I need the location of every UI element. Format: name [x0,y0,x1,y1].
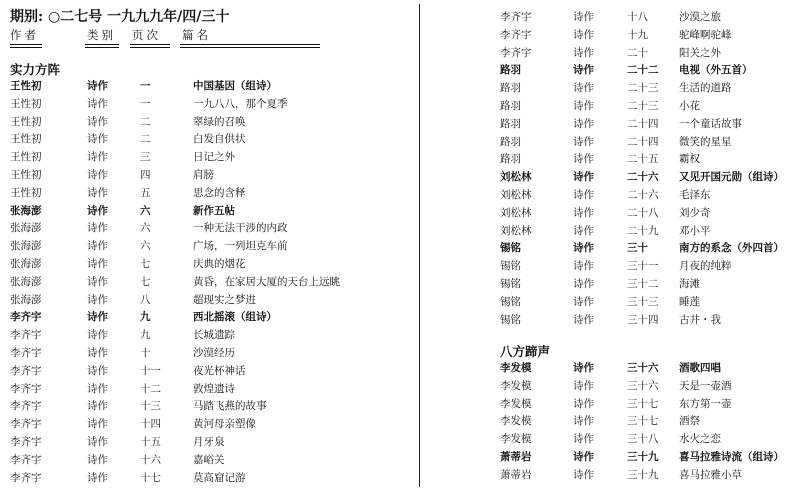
title-cell: 驼峰啊驼峰 [679,28,732,41]
page-cell: 二十二 [627,64,659,77]
author-cell: 路羽 [500,153,521,166]
title-cell: 南方的系念（外四首） [679,242,784,255]
author-cell: 路羽 [500,100,521,112]
title-cell: 敦煌遗诗 [193,382,235,395]
title-cell: 长城遗踪 [193,329,235,342]
page-cell: 十八 [627,11,648,23]
page-cell: 十五 [140,436,161,448]
title-cell: 又见开国元勋（组诗） [679,171,784,184]
title-cell: 睡莲 [679,295,700,308]
page-cell: 七 [140,258,151,270]
category-cell: 诗作 [87,133,108,146]
page-cell: 三十七 [627,397,659,410]
page-cell: 十三 [140,400,161,413]
author-cell: 李发模 [500,397,532,410]
column-header-page: 页次 [132,28,161,42]
page-cell: 二十八 [627,206,659,219]
author-cell: 王性初 [10,151,42,164]
category-cell: 诗作 [87,275,108,288]
author-cell: 张海澎 [10,258,42,270]
author-cell: 张海澎 [10,275,42,288]
category-cell: 诗作 [87,115,108,128]
title-cell: 喜马拉雅小草 [679,468,742,481]
category-cell: 诗作 [573,206,594,219]
title-cell: 思念的含释 [193,186,246,199]
title-cell: 嘉峪关 [193,453,225,466]
header-underline [85,44,119,48]
category-cell: 诗作 [87,418,108,431]
title-cell: 天是一壶酒 [679,379,732,392]
title-cell: 月牙泉 [193,436,225,448]
title-cell: 中国基因（组诗） [193,80,277,92]
author-cell: 李发模 [500,362,532,374]
category-cell: 诗作 [573,260,594,273]
category-cell: 诗作 [87,453,108,466]
title-cell: 西北摇滚（组诗） [193,311,277,324]
category-cell: 诗作 [573,313,594,326]
author-cell: 李齐宇 [10,311,42,324]
title-cell: 庆典的烟花 [193,258,246,270]
page-cell: 二十五 [627,153,659,166]
author-cell: 萧蒂岩 [500,451,532,463]
title-cell: 沙漠经历 [193,347,235,359]
author-cell: 李发模 [500,415,532,428]
page-cell: 十 [140,347,151,359]
title-cell: 黄河母亲塑像 [193,418,256,431]
author-cell: 李齐宇 [10,364,42,377]
author-cell: 路羽 [500,135,521,148]
issue-header [10,6,229,26]
page-cell: 二 [140,115,151,128]
category-cell: 诗作 [573,451,594,463]
issue-label: 期别: [10,9,44,25]
section-title: 实力方阵 [10,62,61,77]
column-header-category: 类别 [87,28,116,42]
title-cell: 小花 [679,100,700,112]
author-cell: 李齐宇 [500,11,532,23]
page-cell: 一 [140,80,151,92]
page-cell: 九 [140,329,151,342]
page-cell: 二十 [627,46,648,59]
author-cell: 张海澎 [10,240,42,253]
category-cell: 诗作 [87,80,108,92]
category-cell: 诗作 [573,28,594,41]
author-cell: 李齐宇 [10,400,42,413]
author-cell: 刘松林 [500,189,532,201]
category-cell: 诗作 [573,153,594,166]
category-cell: 诗作 [573,11,594,23]
page-cell: 二 [140,133,151,146]
title-cell: 阳关之外 [679,46,721,59]
category-cell: 诗作 [87,186,108,199]
title-cell: 莫高窟记游 [193,471,246,484]
title-cell: 新作五帖 [193,204,235,217]
page-cell: 二十三 [627,82,659,95]
category-cell: 诗作 [573,100,594,112]
category-cell: 诗作 [573,379,594,392]
title-cell: 超现实之梦进 [193,293,256,306]
author-cell: 李齐宇 [10,471,42,484]
category-cell: 诗作 [87,222,108,235]
category-cell: 诗作 [87,364,108,377]
issue-value: ○二七号 一九九九年/四/三十 [48,9,230,25]
page-cell: 十二 [140,382,161,395]
author-cell: 路羽 [500,82,521,95]
title-cell: 夜光杯神话 [193,364,246,377]
title-cell: 一九八八，那个夏季 [193,97,288,110]
title-cell: 月夜的纯粹 [679,260,732,273]
category-cell: 诗作 [573,468,594,481]
author-cell: 李齐宇 [500,46,532,59]
page-cell: 三十六 [627,362,659,374]
page-cell: 三十二 [627,278,659,290]
category-cell: 诗作 [87,169,108,181]
author-cell: 刘松林 [500,224,532,237]
author-cell: 刘松林 [500,206,532,219]
title-cell: 微笑的星星 [679,135,732,148]
page-cell: 二十四 [627,117,659,130]
author-cell: 王性初 [10,115,42,128]
title-cell: 马踏飞燕的故事 [193,400,267,413]
category-cell: 诗作 [573,278,594,290]
title-cell: 沙漠之旅 [679,11,721,23]
page-cell: 三十 [627,242,648,255]
page-cell: 九 [140,311,151,324]
header-underline [10,44,42,48]
author-cell: 路羽 [500,117,521,130]
author-cell: 李齐宇 [10,436,42,448]
category-cell: 诗作 [87,436,108,448]
category-cell: 诗作 [573,189,594,201]
author-cell: 李齐宇 [10,382,42,395]
author-cell: 李齐宇 [10,329,42,342]
page-cell: 八 [140,293,151,306]
page-cell: 三十三 [627,295,659,308]
title-cell: 东方第一壶 [679,397,732,410]
category-cell: 诗作 [87,471,108,484]
author-cell: 锡铭 [500,313,521,326]
category-cell: 诗作 [573,82,594,95]
page-cell: 二十九 [627,224,659,237]
category-cell: 诗作 [87,240,108,253]
category-cell: 诗作 [87,382,108,395]
page-cell: 三十七 [627,415,659,428]
category-cell: 诗作 [573,224,594,237]
author-cell: 路羽 [500,64,521,77]
title-cell: 水火之恋 [679,433,721,446]
title-cell: 霸权 [679,153,700,166]
category-cell: 诗作 [573,397,594,410]
author-cell: 李齐宇 [10,347,42,359]
page-cell: 二十六 [627,189,659,201]
author-cell: 李齐宇 [10,418,42,431]
column-header-author: 作者 [10,28,39,42]
page-cell: 三十四 [627,313,659,326]
page-cell: 五 [140,186,151,199]
section-title: 八方蹄声 [500,344,551,359]
title-cell: 毛泽东 [679,189,711,201]
title-cell: 邓小平 [679,224,711,237]
category-cell: 诗作 [573,415,594,428]
author-cell: 锡铭 [500,260,521,273]
column-divider [419,4,420,487]
title-cell: 喜马拉雅诗流（组诗） [679,451,784,463]
category-cell: 诗作 [87,400,108,413]
title-cell: 日记之外 [193,151,235,164]
page-cell: 二十四 [627,135,659,148]
page-cell: 三 [140,151,151,164]
page-cell: 十一 [140,364,161,377]
author-cell: 李发模 [500,433,532,446]
page-cell: 七 [140,275,151,288]
author-cell: 萧蒂岩 [500,468,532,481]
category-cell: 诗作 [87,151,108,164]
title-cell: 刘少奇 [679,206,711,219]
author-cell: 张海澎 [10,222,42,235]
page-cell: 六 [140,240,151,253]
category-cell: 诗作 [573,242,594,255]
author-cell: 王性初 [10,186,42,199]
category-cell: 诗作 [573,362,594,374]
title-cell: 酒歌四唱 [679,362,721,374]
author-cell: 王性初 [10,97,42,110]
category-cell: 诗作 [87,97,108,110]
page-cell: 六 [140,222,151,235]
category-cell: 诗作 [573,295,594,308]
page-cell: 六 [140,204,151,217]
author-cell: 刘松林 [500,171,532,184]
category-cell: 诗作 [87,258,108,270]
category-cell: 诗作 [87,311,108,324]
title-cell: 古井・我 [679,313,721,326]
author-cell: 王性初 [10,133,42,146]
category-cell: 诗作 [573,171,594,184]
page-cell: 二十六 [627,171,659,184]
author-cell: 锡铭 [500,278,521,290]
category-cell: 诗作 [573,64,594,77]
title-cell: 一个童话故事 [679,117,742,130]
title-cell: 肩膀 [193,169,214,181]
category-cell: 诗作 [87,293,108,306]
page-cell: 三十九 [627,468,659,481]
category-cell: 诗作 [87,204,108,217]
title-cell: 白发自供状 [193,133,246,146]
page-cell: 三十一 [627,260,659,273]
author-cell: 王性初 [10,169,42,181]
page-cell: 三十六 [627,379,659,392]
header-underline [180,44,320,48]
page-cell: 十四 [140,418,161,431]
author-cell: 李发模 [500,379,532,392]
author-cell: 王性初 [10,80,42,92]
author-cell: 李齐宇 [10,453,42,466]
page-cell: 十九 [627,28,648,41]
title-cell: 一种无法干涉的内政 [193,222,288,235]
column-header-title: 篇名 [182,28,211,42]
page-cell: 一 [140,97,151,110]
author-cell: 锡铭 [500,242,521,255]
page-cell: 十六 [140,453,161,466]
page-cell: 四 [140,169,151,181]
category-cell: 诗作 [573,433,594,446]
page-cell: 十七 [140,471,161,484]
title-cell: 生活的道路 [679,82,732,95]
category-cell: 诗作 [573,46,594,59]
page-cell: 三十九 [627,451,659,463]
title-cell: 黄昏，在家居大厦的天台上远眺 [193,275,340,288]
header-underline [130,44,170,48]
author-cell: 张海澎 [10,293,42,306]
category-cell: 诗作 [573,135,594,148]
author-cell: 锡铭 [500,295,521,308]
title-cell: 电视（外五首） [679,64,753,77]
title-cell: 广场，一列坦克车前 [193,240,288,253]
title-cell: 翠绿的召唤 [193,115,246,128]
category-cell: 诗作 [573,117,594,130]
category-cell: 诗作 [87,329,108,342]
title-cell: 酒祭 [679,415,700,428]
title-cell: 海滩 [679,278,700,290]
author-cell: 张海澎 [10,204,42,217]
page-cell: 二十三 [627,100,659,112]
category-cell: 诗作 [87,347,108,359]
author-cell: 李齐宇 [500,28,532,41]
page-cell: 三十八 [627,433,659,446]
